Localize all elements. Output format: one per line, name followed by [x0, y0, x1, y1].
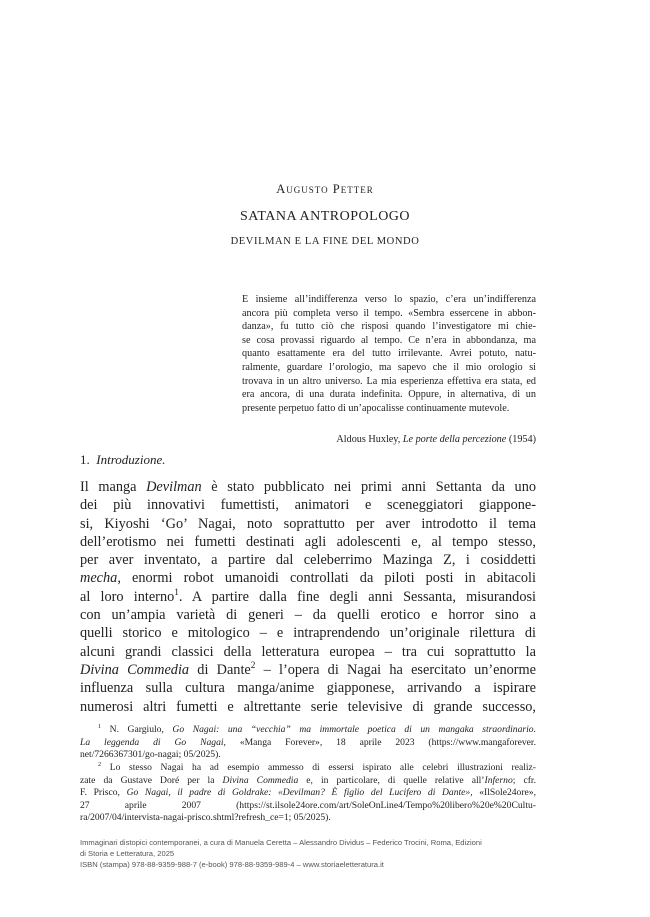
footer-line: ISBN (stampa) 978-88-9359-988-7 (e-book) 978-88-9359-989-4 – www.storiaeletteratura.it: [80, 860, 384, 869]
footnote-line: $^1$ N. Gargiulo, Go Nagai: una “vecchia” ma immortale poetica di un mangaka straordinario.: [98, 722, 536, 735]
footnote-line: La leggenda di Go Nagai, «Manga Forever», 18 aprile 2023 (https://www.mangaforever.: [80, 736, 536, 748]
footnote-line: F. Prisco, Go Nagai, il padre di Goldrake: «Devilman? È figlio del Lucifero di Dante», «IlSole24ore»,: [80, 787, 536, 799]
footnote-2: [80, 762, 536, 825]
footnote-ref[interactable]: 2: [250, 661, 256, 672]
epigraph-attribution: [242, 434, 536, 445]
footnote-line: 27 aprile 2007 (https://st.ilsole24ore.com/art/SoleOnLine4/Tempo%20libero%20e%20Cultu-: [80, 799, 536, 811]
attribution-work: Le porte della percezione: [402, 434, 507, 445]
publication-footer: [80, 837, 550, 870]
attribution-author: Aldous Huxley,: [336, 434, 403, 445]
epigraph-line: E insieme all’indifferenza verso lo spazio, c’era un’indifferenza: [242, 294, 536, 305]
body-line: dei più innovativi fumettisti, animatori e sceneggiatori giappone-: [80, 497, 536, 514]
epigraph-line: quanto esattamente era del tutto irrilevante. Avrei potuto, natu-: [242, 348, 536, 360]
author-name: Augusto Petter: [276, 182, 374, 196]
body-line: al loro interno$^1$. A partire dalla fine degli anni Sessanta, misurandosi: [80, 588, 537, 605]
body-line: con un’ampia varietà di generi – da quelli erotico e horror sino a: [80, 607, 536, 624]
epigraph-line: presente perpetuo fatto di un’apocalisse continuamente mutevole.: [242, 402, 510, 414]
footnote-line: ra/2007/04/intervista-nagai-prisco.shtml?refresh_ce=1; 05/2025).: [80, 812, 331, 824]
epigraph-line: danza», fu tutto ciò che risposi quando l’investigatore mi chie-: [242, 321, 536, 333]
epigraph-line: era ancora, di una durata indefinita. Oppure, in alternativa, di un: [242, 389, 536, 401]
section-title: Introduzione.: [96, 452, 166, 467]
footnote-number: 1: [98, 722, 102, 730]
footer-line: Immaginari distopici contemporanei, a cura di Manuela Ceretta – Alessandro Dividus – Federico Trocini, Roma, Edizioni: [80, 838, 482, 847]
footer-line: di Storia e Letteratura, 2025: [80, 849, 175, 858]
body-line: numerosi altri fumetti e altrettante serie televisive di grande successo,: [80, 698, 536, 715]
footnote-number: 2: [98, 760, 102, 768]
body-line: influenza sulla cultura manga/anime giapponese, arrivando a ispirare: [80, 680, 536, 697]
epigraph: [242, 293, 536, 415]
chapter-title: SATANA ANTROPOLOGO: [239, 209, 411, 224]
body-text: [80, 478, 536, 716]
body-line: dell’erotismo nei fumetti destinati agli adolescenti e, al tempo stesso,: [80, 533, 536, 550]
epigraph-line: trovava in un altro universo. La mia esperienza effettiva era stata, ed: [242, 375, 536, 387]
section-heading: [80, 452, 165, 468]
body-line: Il manga Devilman è stato pubblicato nei primi anni Settanta da uno: [80, 479, 536, 495]
epigraph-line: se cosa provassi riguardo al tempo. Ce n’era in abbondanza, ma: [242, 334, 536, 346]
epigraph-line: ancora più completa verso il tempo. «Sembra essercene in abbon-: [242, 307, 536, 319]
footnote-1: [80, 724, 536, 762]
footnote-line: zate da Gustave Doré per la Divina Commedia e, in particolare, di quelle relative all’Inferno; cfr.: [80, 774, 536, 786]
section-number: 1.: [80, 452, 90, 467]
epigraph-line: ralmente, guardare l’orologio, ma sapevo che il mio orologio si: [242, 361, 536, 373]
body-line: si, Kiyoshi ‘Go’ Nagai, noto soprattutto per aver introdotto il tema: [80, 515, 536, 532]
body-line: quelli storico e mitologico – e intraprendendo un’originale rilettura di: [80, 625, 536, 642]
footnote-line: net/7266367301/go-nagai; 05/2025).: [80, 749, 221, 761]
footnote-line: $^2$ Lo stesso Nagai ha ad esempio ammesso di essersi ispirato alle celebri illustrazioni realiz-: [98, 760, 536, 773]
body-line: per aver inventato, a partire dal celeberrimo Mazinga Z, i cosiddetti: [80, 552, 536, 569]
attribution-year: (1954): [506, 434, 536, 445]
footnote-ref[interactable]: 1: [174, 588, 179, 599]
body-line: mecha, enormi robot umanoidi controllati da piloti posti in abitacoli: [80, 570, 536, 587]
body-line: Divina Commedia di Dante$^2$ – l’opera di Nagai ha esercitato un’enorme: [80, 661, 536, 678]
body-line: alcuni grandi classici della letteratura europea – tra cui soprattutto la: [80, 643, 536, 660]
chapter-subtitle: DEVILMAN E LA FINE DEL MONDO: [230, 236, 420, 247]
